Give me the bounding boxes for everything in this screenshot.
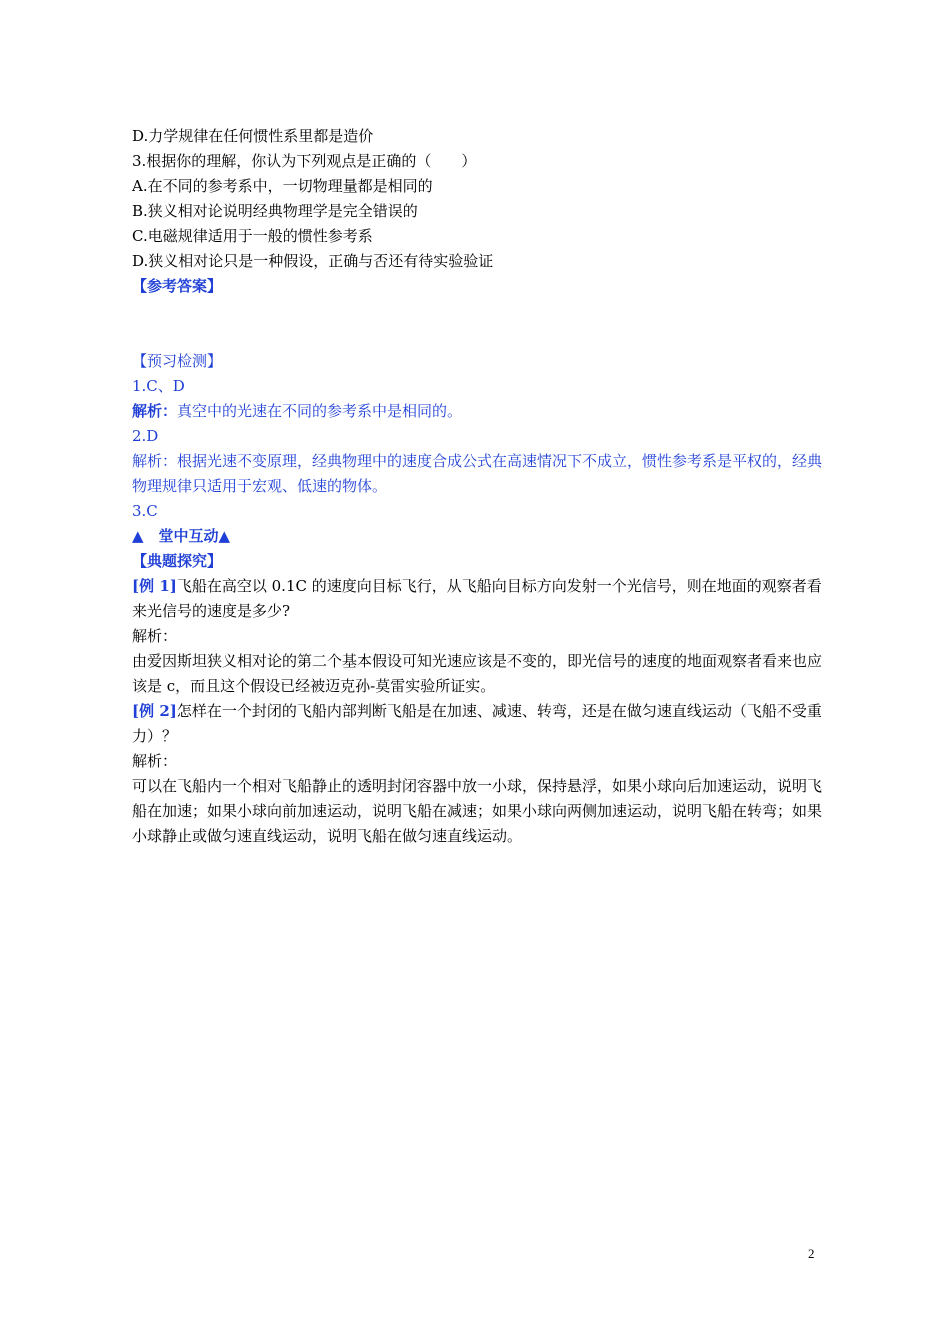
typical-problems-heading: 【典题探究】 [132,552,223,570]
example-2-text: 怎样在一个封闭的飞船内部判断飞船是在加速、减速、转弯，还是在做匀速直线运动（飞船不受重力）？ [132,702,822,745]
answer-3: 3.C [132,502,158,520]
option-d-q3: D.狭义相对论只是一种假设，正确与否还有待实验验证 [132,252,494,270]
answer-heading: 【参考答案】 [132,277,223,295]
page-content [132,124,822,849]
option-c-q3: C.电磁规律适用于一般的惯性参考系 [132,227,373,245]
answer-2-analysis: 解析：根据光速不变原理，经典物理中的速度合成公式在高速情况下不成立，惯性参考系是平权的，经典物理规律只适用于宏观、低速的物体。 [132,452,823,495]
example-2-label: [例 2] [132,702,177,720]
question-3: 3.根据你的理解，你认为下列观点是正确的（ ） [132,152,477,170]
analysis-text: 真空中的光速在不同的参考系中是相同的。 [177,402,463,420]
page-number: 2 [808,1246,815,1261]
example-1-analysis-label: 解析： [132,627,178,645]
example-2 [132,699,822,749]
example-2-analysis: 可以在飞船内一个相对飞船静止的透明封闭容器中放一小球，保持悬浮，如果小球向后加速运动，说明飞船在加速；如果小球向前加速运动，说明飞船在减速；如果小球向两侧加速运动，说明飞船在转弯；如果小球静止或做匀速直线运动，说明飞船在做匀速直线运动。 [132,777,823,845]
answer-1-analysis [132,399,822,424]
answer-2: 2.D [132,427,159,445]
option-b-q3: B.狭义相对论说明经典物理学是完全错误的 [132,202,418,220]
example-2-analysis-label: 解析： [132,752,178,770]
analysis-label: 解析： [132,402,178,420]
option-a-q3: A.在不同的参考系中，一切物理量都是相同的 [132,177,433,195]
example-1-label: [例 1] [132,577,177,595]
example-1-text: 飞船在高空以 0.1C 的速度向目标飞行，从飞船向目标方向发射一个光信号，则在地面的观察者看来光信号的速度是多少? [132,577,822,620]
example-1 [132,574,822,624]
example-1-analysis: 由爱因斯坦狭义相对论的第二个基本假设可知光速应该是不变的，即光信号的速度的地面观察者看来也应该是 c，而且这个假设已经被迈克孙-莫雷实验所证实。 [132,652,823,695]
section-heading-interaction: ▲ 堂中互动▲ [132,527,231,545]
option-d-q2: D.力学规律在任何惯性系里都是造价 [132,127,374,145]
spacer [132,299,822,349]
preview-check-heading: 【预习检测】 [132,352,223,370]
answer-1: 1.C、D [132,377,185,395]
